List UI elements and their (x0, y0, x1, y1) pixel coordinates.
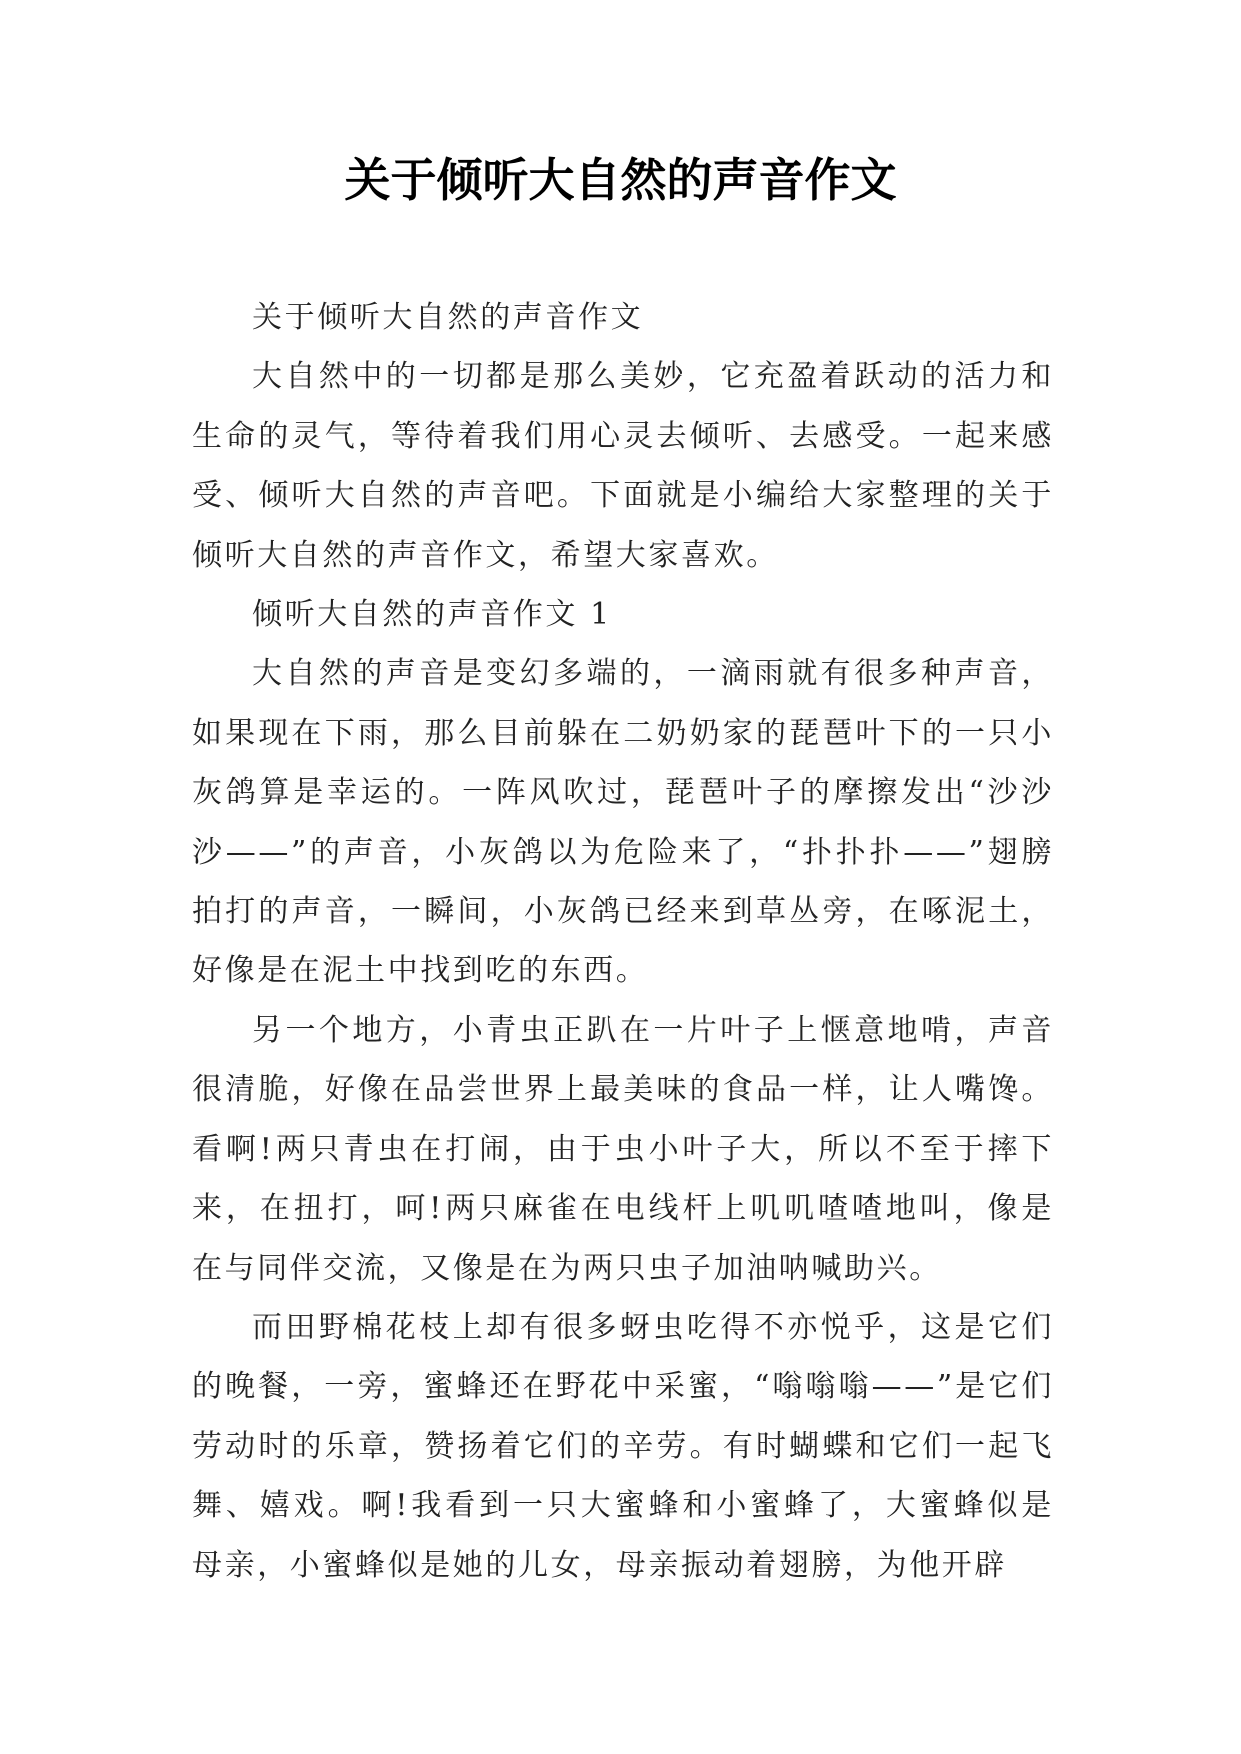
paragraph-body-2: 另一个地方，小青虫正趴在一片叶子上惬意地啃，声音很清脆，好像在品尝世界上最美味的食品一样，让人嘴馋。看啊!两只青虫在打闹，由于虫小叶子大，所以不至于摔下来，在扭打，呵!两只麻雀在电线杆上叽叽喳喳地叫，像是在与同伴交流，又像是在为两只虫子加油呐喊助兴。 (192, 1012, 1054, 1286)
paragraph-section-heading: 倾听大自然的声音作文 1 (252, 597, 612, 633)
paragraph-body-1: 大自然的声音是变幻多端的，一滴雨就有很多种声音，如果现在下雨，那么目前躲在二奶奶家的琵琶叶下的一只小灰鸽算是幸运的。一阵风吹过，琵琶叶子的摩擦发出“沙沙沙——”的声音，小灰鸽以为危险来了，“扑扑扑——”翅膀拍打的声音，一瞬间，小灰鸽已经来到草丛旁，在啄泥土，好像是在泥土中找到吃的东西。 (192, 656, 1054, 989)
paragraph-subtitle: 关于倾听大自然的声音作文 (252, 300, 644, 335)
paragraph-body-3: 而田野棉花枝上却有很多蚜虫吃得不亦悦乎，这是它们的晚餐，一旁，蜜蜂还在野花中采蜜，“嗡嗡嗡——”是它们劳动时的乐章，赞扬着它们的辛劳。有时蝴蝶和它们一起飞舞、嬉戏。啊!我看到一只大蜜蜂和小蜜蜂了，大蜜蜂似是母亲，小蜜蜂似是她的儿女，母亲振动着翅膀，为他开辟 (192, 1309, 1054, 1583)
page-title: 关于倾听大自然的声音作文 (344, 153, 897, 207)
paragraph-intro: 大自然中的一切都是那么美妙，它充盈着跃动的活力和生命的灵气，等待着我们用心灵去倾听、去感受。一起来感受、倾听大自然的声音吧。下面就是小编给大家整理的关于倾听大自然的声音作文，希望大家喜欢。 (192, 359, 1054, 573)
document-body (192, 288, 1054, 1595)
